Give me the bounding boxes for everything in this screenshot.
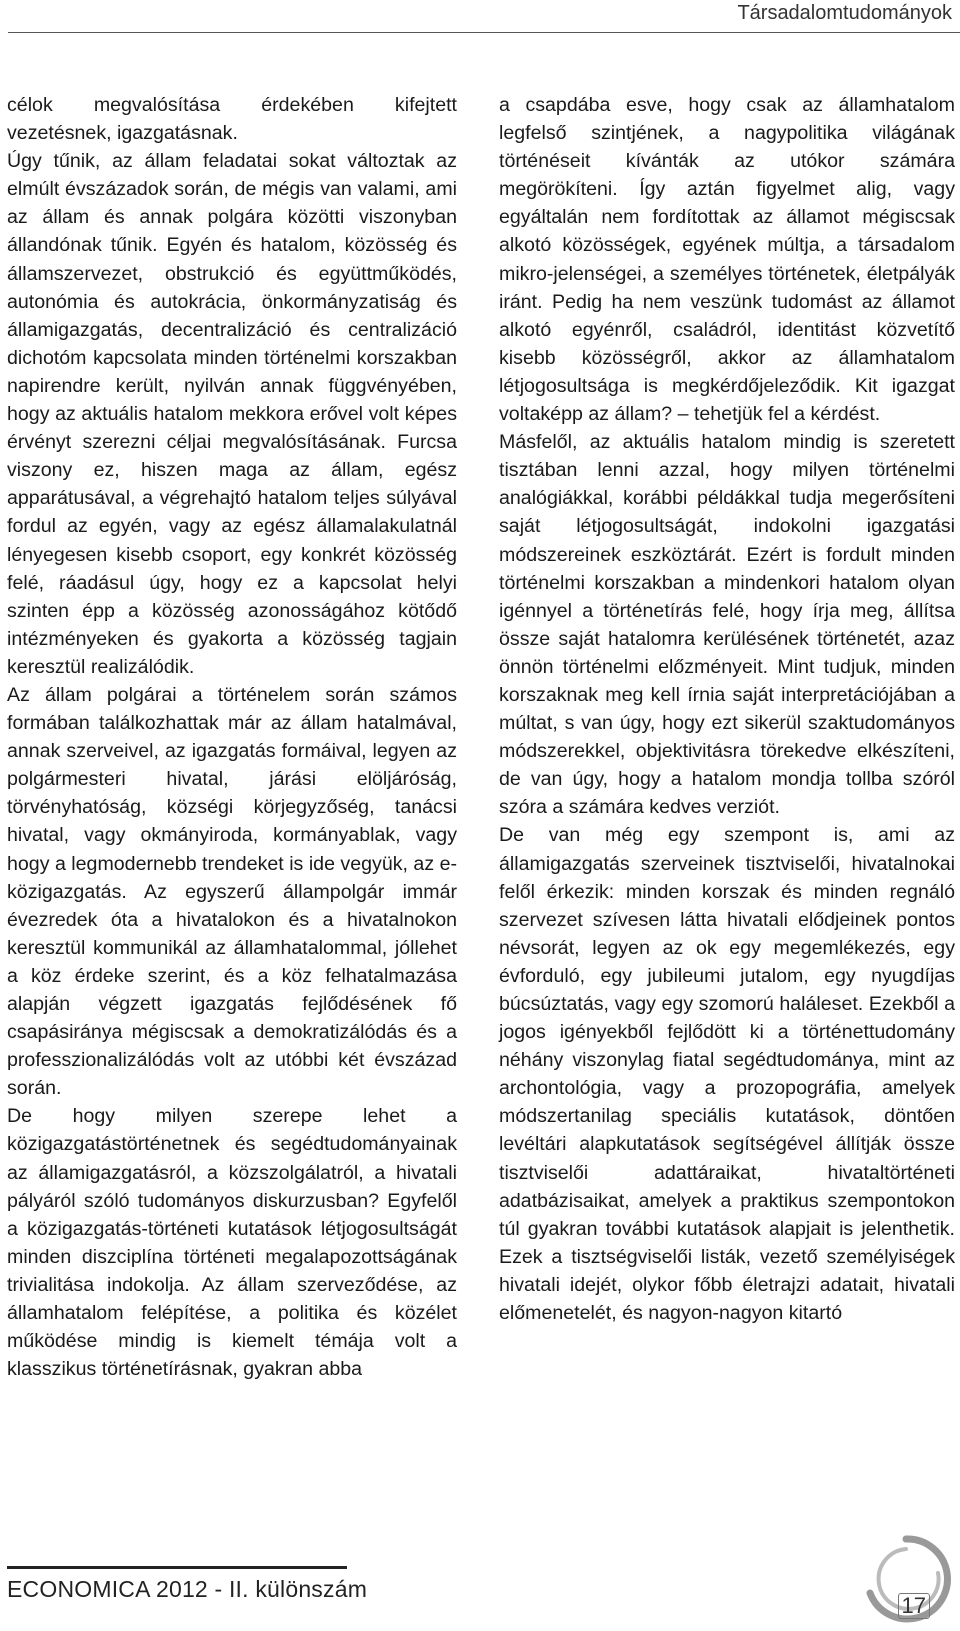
section-title: Társadalomtudományok (737, 2, 952, 24)
page-number: 17 (898, 1593, 930, 1619)
right-column (499, 91, 955, 1327)
paragraph: De van még egy szempont is, ami az államigazgatás szerveinek tisztviselői, hivatalnokai felől érkezik: minden korszak és minden regnáló szervezet szívesen látta hivatali elődjeinek pontos névsorát, legyen az ok egy megemlékezés, egy évforduló, egy jubileumi jutalom, egy nyugdíjas búcsúztatás, vagy egy szomorú haláleset. Ezekből a jogos igényekből fejlődött ki a történettudomány néhány viszonylag fiatal segédtudománya, mint az archontológia, vagy a prozopográfia, amelyek módszertanilag speciális kutatások, döntően levéltári alapkutatások segítségével állítják össze tisztviselői adattáraikat, hivataltörténeti adatbázisaikat, amelyek a praktikus szempontokon túl gyakran további kutatások alapjait is jelenthetik. Ezek a tisztségviselői listák, vezető személyiségek hivatali idejét, olykor főbb életrajzi adatait, hivatali előmenetelét, és nagyon-nagyon kitartó (499, 824, 955, 1325)
paragraph: Úgy tűnik, az állam feladatai sokat változtak az elmúlt évszázadok során, de mégis van valami, ami az állam és annak polgára közötti viszonyban állandónak tűnik. Egyén és hatalom, közösség és államszervezet, obstrukció és együttműködés, autonómia és autokrácia, önkormányzatiság és államigazgatás, decentralizáció és centralizáció dichotóm kapcsolata minden történelmi korszakban napirendre került, nyilván annak függvényében, hogy az aktuális hatalom mekkora erővel volt képes érvényt szerezni céljai megvalósításának. Furcsa viszony ez, hiszen maga az állam, egész apparátusával, a végrehajtó hatalom teljes súlyával fordul az egyén, vagy az egész államalakulatnál lényegesen kisebb csoport, egy konkrét közösség felé, ráadásul úgy, hogy ez a kapcsolat helyi szinten épp a közösség azonosságához kötődő intézményeken és gyakorta a közösség tagjain keresztül realizálódik. (7, 150, 457, 678)
paragraph: Az állam polgárai a történelem során számos formában találkozhattak már az állam hatalmával, annak szerveivel, az igazgatás formáival, legyen az polgármesteri hivatal, járási elöljáróság, törvényhatóság, községi körjegyzőség, tanácsi hivatal, vagy okmányiroda, kormányablak, vagy hogy a legmodernebb trendeket is ide vegyük, az e-közigazgatás. Az egyszerű állampolgár immár évezredek óta a hivatalokon és a hivatalnokon keresztül kommunikál az államhatalommal, jóllehet a köz érdeke szerint, és a köz felhatalmazása alapján végzett igazgatás fejlődésének fő csapásiránya mégiscsak a demokratizálódás és a professzionalizálódás volt az utóbbi két évszázad során. (7, 683, 457, 1100)
footer-divider (7, 1566, 347, 1569)
paragraph: De hogy milyen szerepe lehet a közigazgatástörténetnek és segédtudományainak az államigazgatásról, a közszolgálatról, a hivatali pályáról szóló tudományos diskurzusban? Egyfelől a közigazgatás-történeti kutatások létjogosultságát minden diszciplína történeti megalapozottságának trivialitása indokolja. Az állam szerveződése, az államhatalom felépítése, a politika és közélet működése mindig is kiemelt témája volt a klasszikus történetírásnak, gyakran abba (7, 1105, 457, 1381)
header-divider (8, 32, 960, 33)
paragraph: célok megvalósítása érdekében kifejtett vezetésnek, igazgatásnak. (7, 94, 457, 145)
left-column (7, 91, 457, 1383)
journal-name: ECONOMICA 2012 - II. különszám (7, 1576, 368, 1602)
paragraph: Másfelől, az aktuális hatalom mindig is szeretett tisztában lenni azzal, hogy milyen történelmi analógiákkal, korábbi példákkal tudja megerősíteni saját létjogosultságát, indokolni igazgatási módszereinek eszköztárát. Ezért is fordult minden történelmi korszakban a mindenkori hatalom olyan igénnyel a történetírás felé, hogy írja meg, állítsa össze saját hatalomra kerülésének történetét, azaz önnön történelmi előzményeit. Mint tudjuk, minden korszaknak meg kell írnia saját interpretációjában a múltat, s van úgy, hogy ezt sikerül szaktudományos módszerekkel, objektivitásra törekedve elkészíteni, de van úgy, hogy a hatalom mondja tollba szóról szóra a számára kedves verziót. (499, 431, 955, 819)
paragraph: a csapdába esve, hogy csak az államhatalom legfelső szintjének, a nagypolitika világának történéseit kívánták az utókor számára megörökíteni. Így aztán figyelmet alig, vagy egyáltalán nem fordítottak az államot mégiscsak alkotó közösségek, egyének múltja, a társadalom mikro-jelenségei, a személyes történetek, életpályák iránt. Pedig ha nem veszünk tudomást az államot alkotó egyénről, családról, identitást közvetítő kisebb közösségről, akkor az államhatalom létjogosultsága is megkérdőjeleződik. Kit igazgat voltaképp az állam? – tehetjük fel a kérdést. (499, 94, 955, 426)
